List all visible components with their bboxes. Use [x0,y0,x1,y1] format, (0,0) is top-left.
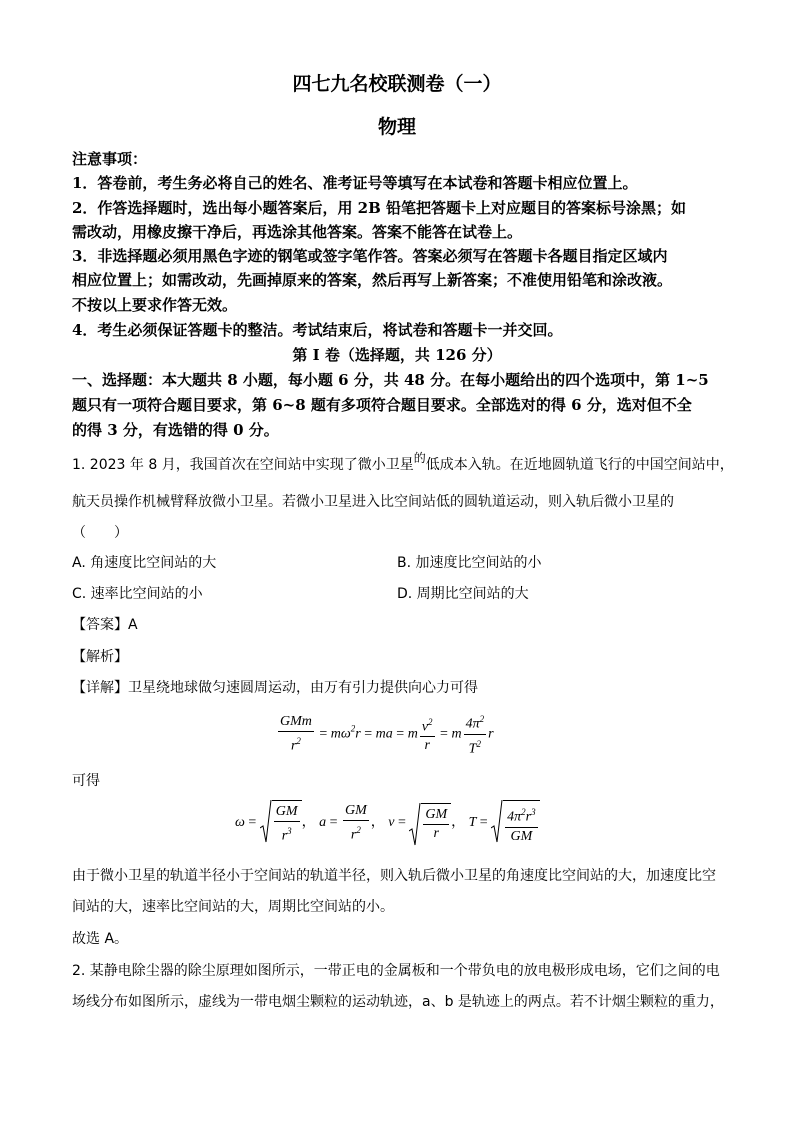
q1-detail: 【详解】卫星绕地球做匀速圆周运动，由万有引力提供向心力可得 [72,680,478,696]
q1-option-c: C. 速率比空间站的小 [72,586,203,602]
gravitation-equation: $\frac{\text{GMm}}{r^2}$ = $m\omega^2r$ = ma = m $\frac{v^2}{r}$ = m $\frac{4\pi^2}{T^2}$ r [276,710,494,758]
overlap-char: 的 [413,451,426,465]
exam-title: 四七九名校联测卷（一） [292,73,502,95]
section-intro: 的得 3 分，有选错的得 0 分。 [72,421,279,439]
q1-conclusion: 由于微小卫星的轨道半径小于空间站的轨道半径，则入轨后微小卫星的角速度比空间站的大，加速度比空 [72,868,716,884]
q1-final: 故选 A。 [72,931,129,947]
q1-kede: 可得 [72,773,100,789]
notice-line: 3．非选择题必须用黑色字迹的钢笔或签字笔作答。答案必须写在答题卡各题目指定区域内 [72,247,668,265]
q1-option-d: D. 周期比空间站的大 [397,586,529,602]
notice-line: 2．作答选择题时，选出每小题答案后，用 2B 铅笔把答题卡上对应题目的答案标号涂黑；如 [72,199,687,217]
section-heading: 第 I 卷（选择题，共 126 分） [292,346,502,364]
derived-formulas: ω = $\frac{GM}{r^3}$ ， a = $\frac{GM}{r^2}$ ， v = $\frac{GM}{r}$ ， T = $\frac{4\pi^2r^3}{GM}$ [235,800,540,846]
notice-line: 不按以上要求作答无效。 [72,296,238,314]
notice-line: 1．答卷前，考生务必将自己的姓名、准考证号等填写在本试卷和答题卡相应位置上。 [72,174,638,192]
q1-option-a: A. 角速度比空间站的大 [72,555,217,571]
q1-option-b: B. 加速度比空间站的小 [397,555,542,571]
notice-line: 相应位置上；如需改动，先画掉原来的答案，然后再写上新答案；不准使用铅笔和涂改液。 [72,271,673,289]
q1-blank: （ ） [72,525,128,541]
section-intro: 题只有一项符合题目要求，第 6~8 题有多项符合题目要求。全部选对的得 6 分，选对但不全 [72,396,692,414]
q1-stem: 1. 2023 年 8 月，我国首次在空间站中实现了微小卫星的低成本入轨。在近地圆轨道飞行的中国空间站中， [72,451,734,473]
q1-conclusion: 间站的大，速率比空间站的大，周期比空间站的小。 [72,899,394,915]
notice-line: 需改动，用橡皮擦干净后，再选涂其他答案。答案不能答在试卷上。 [72,223,523,241]
notice-heading: 注意事项： [72,150,148,168]
section-intro: 一、选择题：本大题共 8 小题，每小题 6 分，共 48 分。在每小题给出的四个选项中，第 1~5 [72,371,709,389]
q2-stem: 场线分布如图所示，虚线为一带电烟尘颗粒的运动轨迹，a、b 是轨迹上的两点。若不计烟尘颗粒的重力， [72,994,724,1010]
q1-analysis-label: 【解析】 [72,649,128,665]
subject-title: 物理 [377,116,416,138]
q1-answer: 【答案】A [72,617,138,633]
q2-stem: 2. 某静电除尘器的除尘原理如图所示，一带正电的金属板和一个带负电的放电极形成电场，它们之间的电 [72,963,720,979]
notice-line: 4．考生必须保证答题卡的整洁。考试结束后，将试卷和答题卡一并交回。 [72,321,563,339]
q1-stem: 航天员操作机械臂释放微小卫星。若微小卫星进入比空间站低的圆轨道运动，则入轨后微小卫星的 [72,494,674,510]
